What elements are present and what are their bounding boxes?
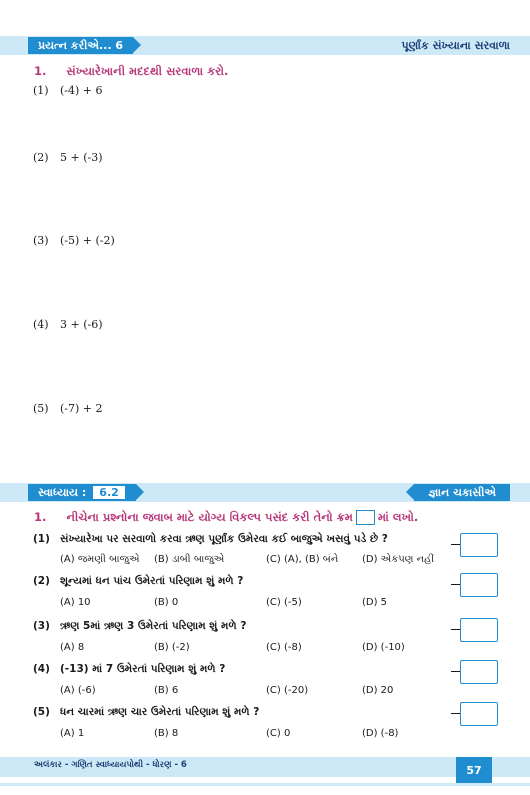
- option-b: (B) (-2): [154, 642, 190, 653]
- option-a: (A) 1: [60, 728, 85, 739]
- book-title: અલંકાર - ગણિત સ્વાધ્યાયપોથી - ધોરણ - 6: [34, 760, 187, 770]
- practice-title: પ્રયત્ન કરીએ... 6: [28, 37, 133, 54]
- exercise-band: [0, 483, 530, 502]
- option-c: (C) (-8): [266, 642, 302, 653]
- footer-divider: [0, 783, 530, 786]
- question-2: (2) શૂન્યમાં ધન પાંચ ઉમેરતાં પરિણામ શું મળે ?: [33, 575, 244, 587]
- chapter-title: પૂર્ણાંક સંખ્યાના સરવાળા: [401, 39, 510, 52]
- option-c: (C) 0: [266, 728, 291, 739]
- list-item: (4) 3 + (-6): [33, 318, 103, 331]
- option-a: (A) 8: [60, 642, 85, 653]
- list-item: (2) 5 + (-3): [33, 151, 103, 164]
- option-d: (D) (-8): [362, 728, 399, 739]
- option-b: (B) ડાબી બાજુએ: [154, 554, 225, 565]
- page-number: 57: [456, 757, 492, 785]
- question-3: (3) ઋણ 5માં ઋણ 3 ઉમેરતાં પરિણામ શું મળે ?: [33, 620, 247, 632]
- knowledge-check-title: જ્ઞાન ચકાસીએ: [414, 484, 510, 501]
- option-b: (B) 8: [154, 728, 179, 739]
- exercise-title: સ્વાધ્યાય : 6.2: [28, 484, 136, 501]
- option-d: (D) 20: [362, 685, 394, 696]
- option-d: (D) (-10): [362, 642, 405, 653]
- question-4: (4) (-13) માં 7 ઉમેરતાં પરિણામ શું મળે ?: [33, 663, 226, 675]
- answer-box[interactable]: [460, 573, 498, 597]
- answer-box-icon: [356, 510, 375, 525]
- answer-box[interactable]: [460, 533, 498, 557]
- list-item: (1) (-4) + 6: [33, 84, 103, 97]
- section1-heading: 1. સંખ્યારેખાની મદદથી સરવાળા કરો.: [34, 64, 229, 78]
- page-footer: [0, 757, 530, 777]
- answer-box[interactable]: [460, 660, 498, 684]
- option-c: (C) (-20): [266, 685, 309, 696]
- option-c: (C) (A), (B) બંને: [266, 554, 339, 565]
- option-b: (B) 6: [154, 685, 179, 696]
- section2-heading: 1. નીચેના પ્રશ્નોના જવાબ માટે યોગ્ય વિકલ્પ પસંદ કરી તેનો ક્રમ માં લખો.: [34, 510, 419, 524]
- option-c: (C) (-5): [266, 597, 302, 608]
- top-header-band: [0, 36, 530, 55]
- option-a: (A) (-6): [60, 685, 96, 696]
- list-item: (5) (-7) + 2: [33, 402, 103, 415]
- exercise-number: 6.2: [92, 485, 126, 500]
- answer-box[interactable]: [460, 702, 498, 726]
- question-1: (1) સંખ્યારેખા પર સરવાળો કરવા ઋણ પૂર્ણાંક ઉમેરવા કઈ બાજુએ ખસવું પડે છે ?: [33, 533, 388, 545]
- option-a: (A) 10: [60, 597, 91, 608]
- option-d: (D) એકપણ નહીં: [362, 554, 435, 565]
- list-item: (3) (-5) + (-2): [33, 234, 115, 247]
- option-d: (D) 5: [362, 597, 388, 608]
- option-b: (B) 0: [154, 597, 179, 608]
- option-a: (A) જમણી બાજુએ: [60, 554, 140, 565]
- answer-box[interactable]: [460, 618, 498, 642]
- question-5: (5) ધન ચારમાં ઋણ ચાર ઉમેરતાં પરિણામ શું મળે ?: [33, 706, 260, 718]
